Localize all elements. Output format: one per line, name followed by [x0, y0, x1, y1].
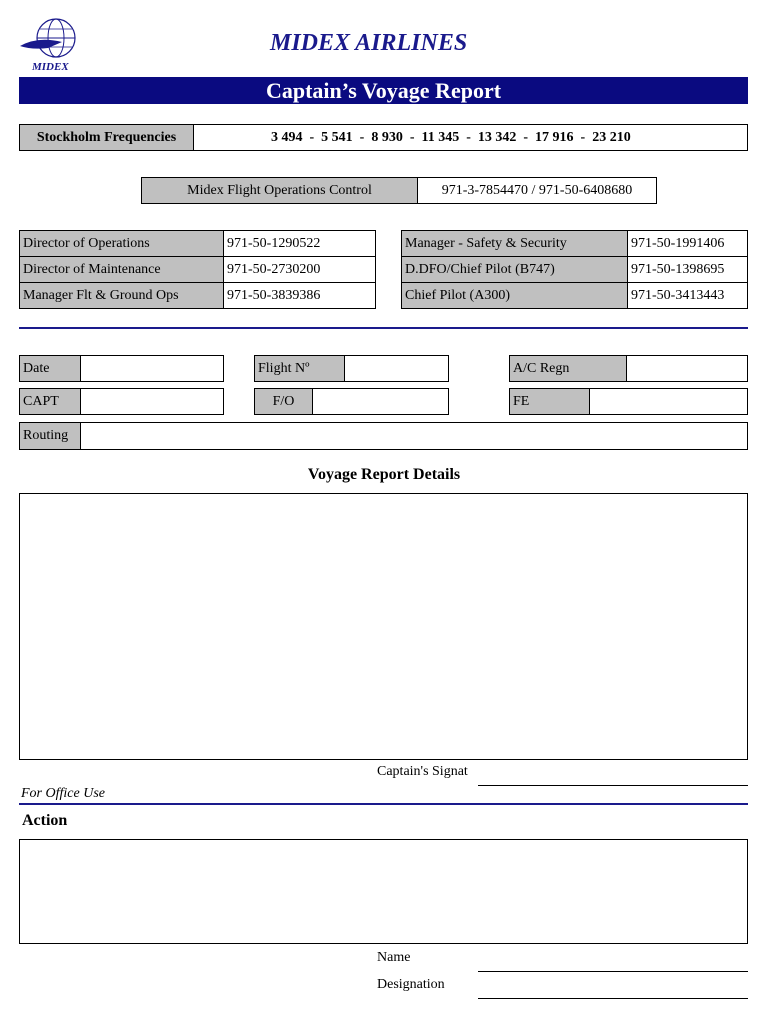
flight-no-label: Flight Nº: [254, 355, 345, 382]
contact-role: Manager - Safety & Security: [401, 230, 628, 257]
action-textarea[interactable]: [19, 839, 748, 944]
divider: [19, 327, 748, 329]
office-use-label: For Office Use: [21, 786, 105, 801]
voyage-details-textarea[interactable]: [19, 493, 748, 760]
contact-phone: 971-50-2730200: [223, 256, 376, 283]
midex-logo: [18, 16, 80, 74]
contact-phone: 971-50-1398695: [627, 256, 748, 283]
fe-field[interactable]: [589, 388, 748, 415]
report-title: Captain’s Voyage Report: [19, 77, 748, 104]
contact-phone: 971-50-1991406: [627, 230, 748, 257]
designation-label: Designation: [377, 977, 445, 992]
action-title: Action: [22, 812, 68, 829]
contact-role: Director of Operations: [19, 230, 224, 257]
date-label: Date: [19, 355, 81, 382]
ac-regn-label: A/C Regn: [509, 355, 627, 382]
routing-field[interactable]: [80, 422, 748, 450]
fo-field[interactable]: [312, 388, 449, 415]
contact-phone: 971-50-3839386: [223, 282, 376, 309]
capt-field[interactable]: [80, 388, 224, 415]
frequencies-label: Stockholm Frequencies: [19, 124, 194, 151]
details-title: Voyage Report Details: [307, 466, 461, 483]
captain-signature-line[interactable]: [478, 785, 748, 786]
fo-label: F/O: [254, 388, 313, 415]
ops-control-phone: 971-3-7854470 / 971-50-6408680: [417, 177, 657, 204]
contact-role: Director of Maintenance: [19, 256, 224, 283]
date-field[interactable]: [80, 355, 224, 382]
contact-phone: 971-50-1290522: [223, 230, 376, 257]
contact-role: Manager Flt & Ground Ops: [19, 282, 224, 309]
designation-line[interactable]: [478, 998, 748, 999]
name-line[interactable]: [478, 971, 748, 972]
ac-regn-field[interactable]: [626, 355, 748, 382]
capt-label: CAPT: [19, 388, 81, 415]
contact-phone: 971-50-3413443: [627, 282, 748, 309]
logo-text: MIDEX: [32, 61, 69, 73]
frequencies-values: 3 494 - 5 541 - 8 930 - 11 345 - 13 342 - 17 916 - 23 210: [193, 124, 748, 151]
flight-no-field[interactable]: [344, 355, 449, 382]
office-divider: [19, 803, 748, 805]
captain-signature-label: Captain's Signat: [377, 764, 468, 779]
airline-name: MIDEX AIRLINES: [270, 30, 468, 56]
routing-label: Routing: [19, 422, 81, 450]
fe-label: FE: [509, 388, 590, 415]
ops-control-label: Midex Flight Operations Control: [141, 177, 418, 204]
contact-role: D.DFO/Chief Pilot (B747): [401, 256, 628, 283]
name-label: Name: [377, 950, 411, 965]
contact-role: Chief Pilot (A300): [401, 282, 628, 309]
